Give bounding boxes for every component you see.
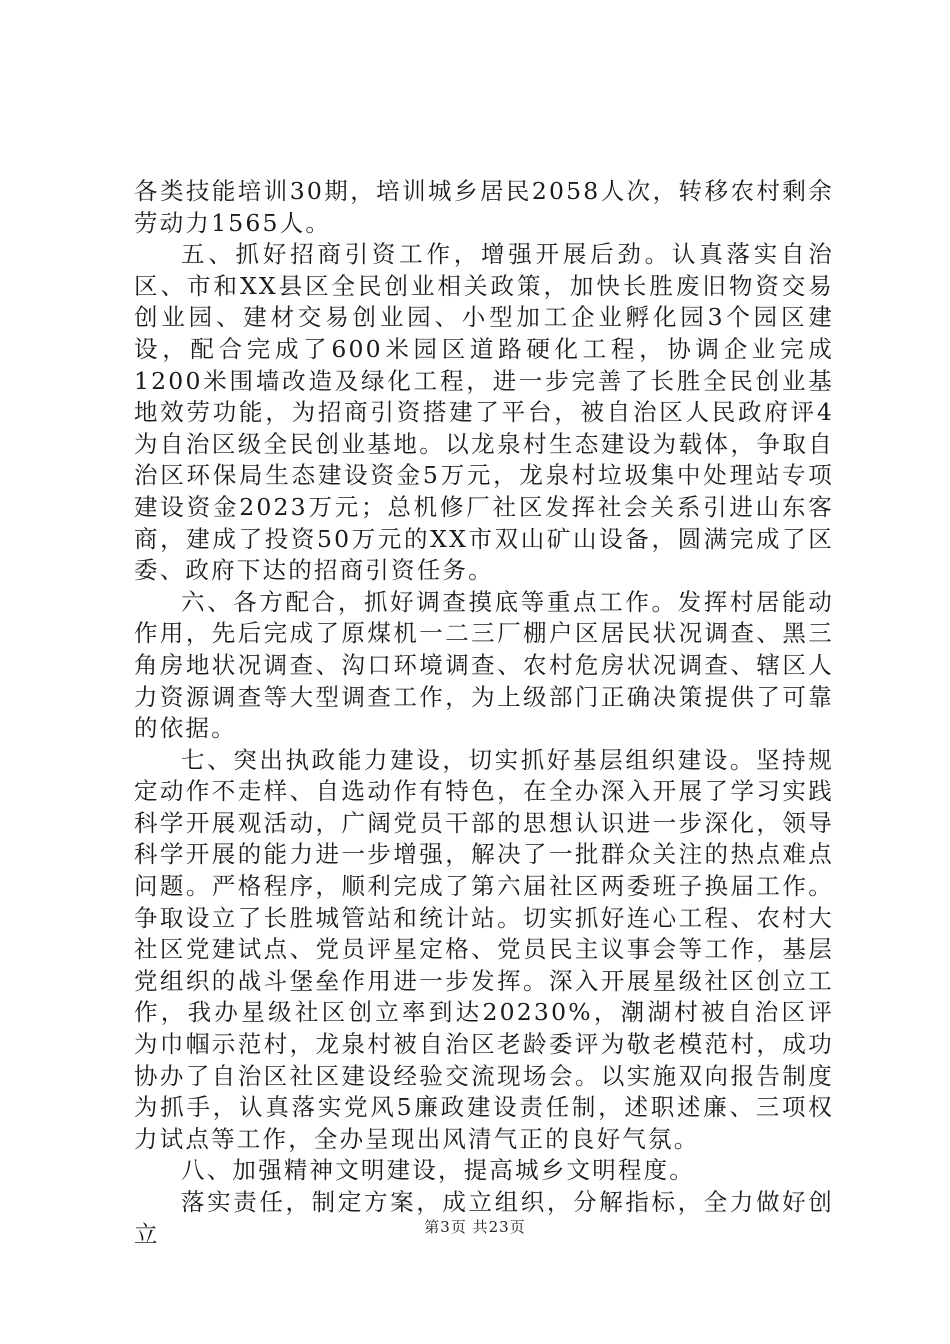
paragraph-civilization-heading: 八、加强精神文明建设，提高城乡文明程度。 — [181, 1156, 695, 1185]
document-body — [134, 176, 834, 1250]
paragraph-party-building: 七、突出执政能力建设，切实抓好基层组织建设。坚持规定动作不走样、自选动作有特色，在全办深入开展了学习实践科学开展观活动，广阔党员干部的思想认识进一步深化，领导科学开展的能力进一步增强，解决了一批群众关注的热点难点问题。严格程序，顺利完成了第六届社区两委班子换届工作。争取设立了长胜城管站和统计站。切实抓好连心工程、农村大社区党建试点、党员评星定格、党员民主议事会等工作，基层党组织的战斗堡垒作用进一步发挥。深入开展星级社区创立工作，我办星级社区创立率到达20230%，潮湖村被自治区评为巾帼示范村，龙泉村被自治区老龄委评为敬老模范村，成功协办了自治区社区建设经验交流现场会。以实施双向报告制度为抓手，认真落实党风5廉政建设责任制，述职述廉、三项权力试点等工作，全办呈现出风清气正的良好气氛。 — [134, 745, 834, 1153]
paragraph-training-stats: 各类技能培训30期，培训城乡居民2058人次，转移农村剩余劳动力1565人。 — [134, 177, 834, 237]
page-number-footer: 第3页 共23页 — [424, 1218, 526, 1236]
paragraph-survey: 六、各方配合，抓好调查摸底等重点工作。发挥村居能动作用，先后完成了原煤机一二三厂棚户区居民状况调查、黑三角房地状况调查、沟口环境调查、农村危房状况调查、辖区人力资源调查等大型调查工作，为上级部门正确决策提供了可靠的依据。 — [134, 587, 834, 743]
paragraph-civilization-body: 落实责任，制定方案，成立组织，分解指标，全力做好创立 — [134, 1188, 834, 1248]
paragraph-investment: 五、抓好招商引资工作，增强开展后劲。认真落实自治区、市和XX县区全民创业相关政策，加快长胜废旧物资交易创业园、建材交易创业园、小型加工企业孵化园3个园区建设，配合完成了600米园区道路硬化工程，协调企业完成1200米围墙改造及绿化工程，进一步完善了长胜全民创业基地效劳功能，为招商引资搭建了平台，被自治区人民政府评4为自治区级全民创业基地。以龙泉村生态建设为载体，争取自治区环保局生态建设资金5万元，龙泉村垃圾集中处理站专项建设资金2023万元；总机修厂社区发挥社会关系引进山东客商，建成了投资50万元的XX市双山矿山设备，圆满完成了区委、政府下达的招商引资任务。 — [134, 240, 834, 585]
